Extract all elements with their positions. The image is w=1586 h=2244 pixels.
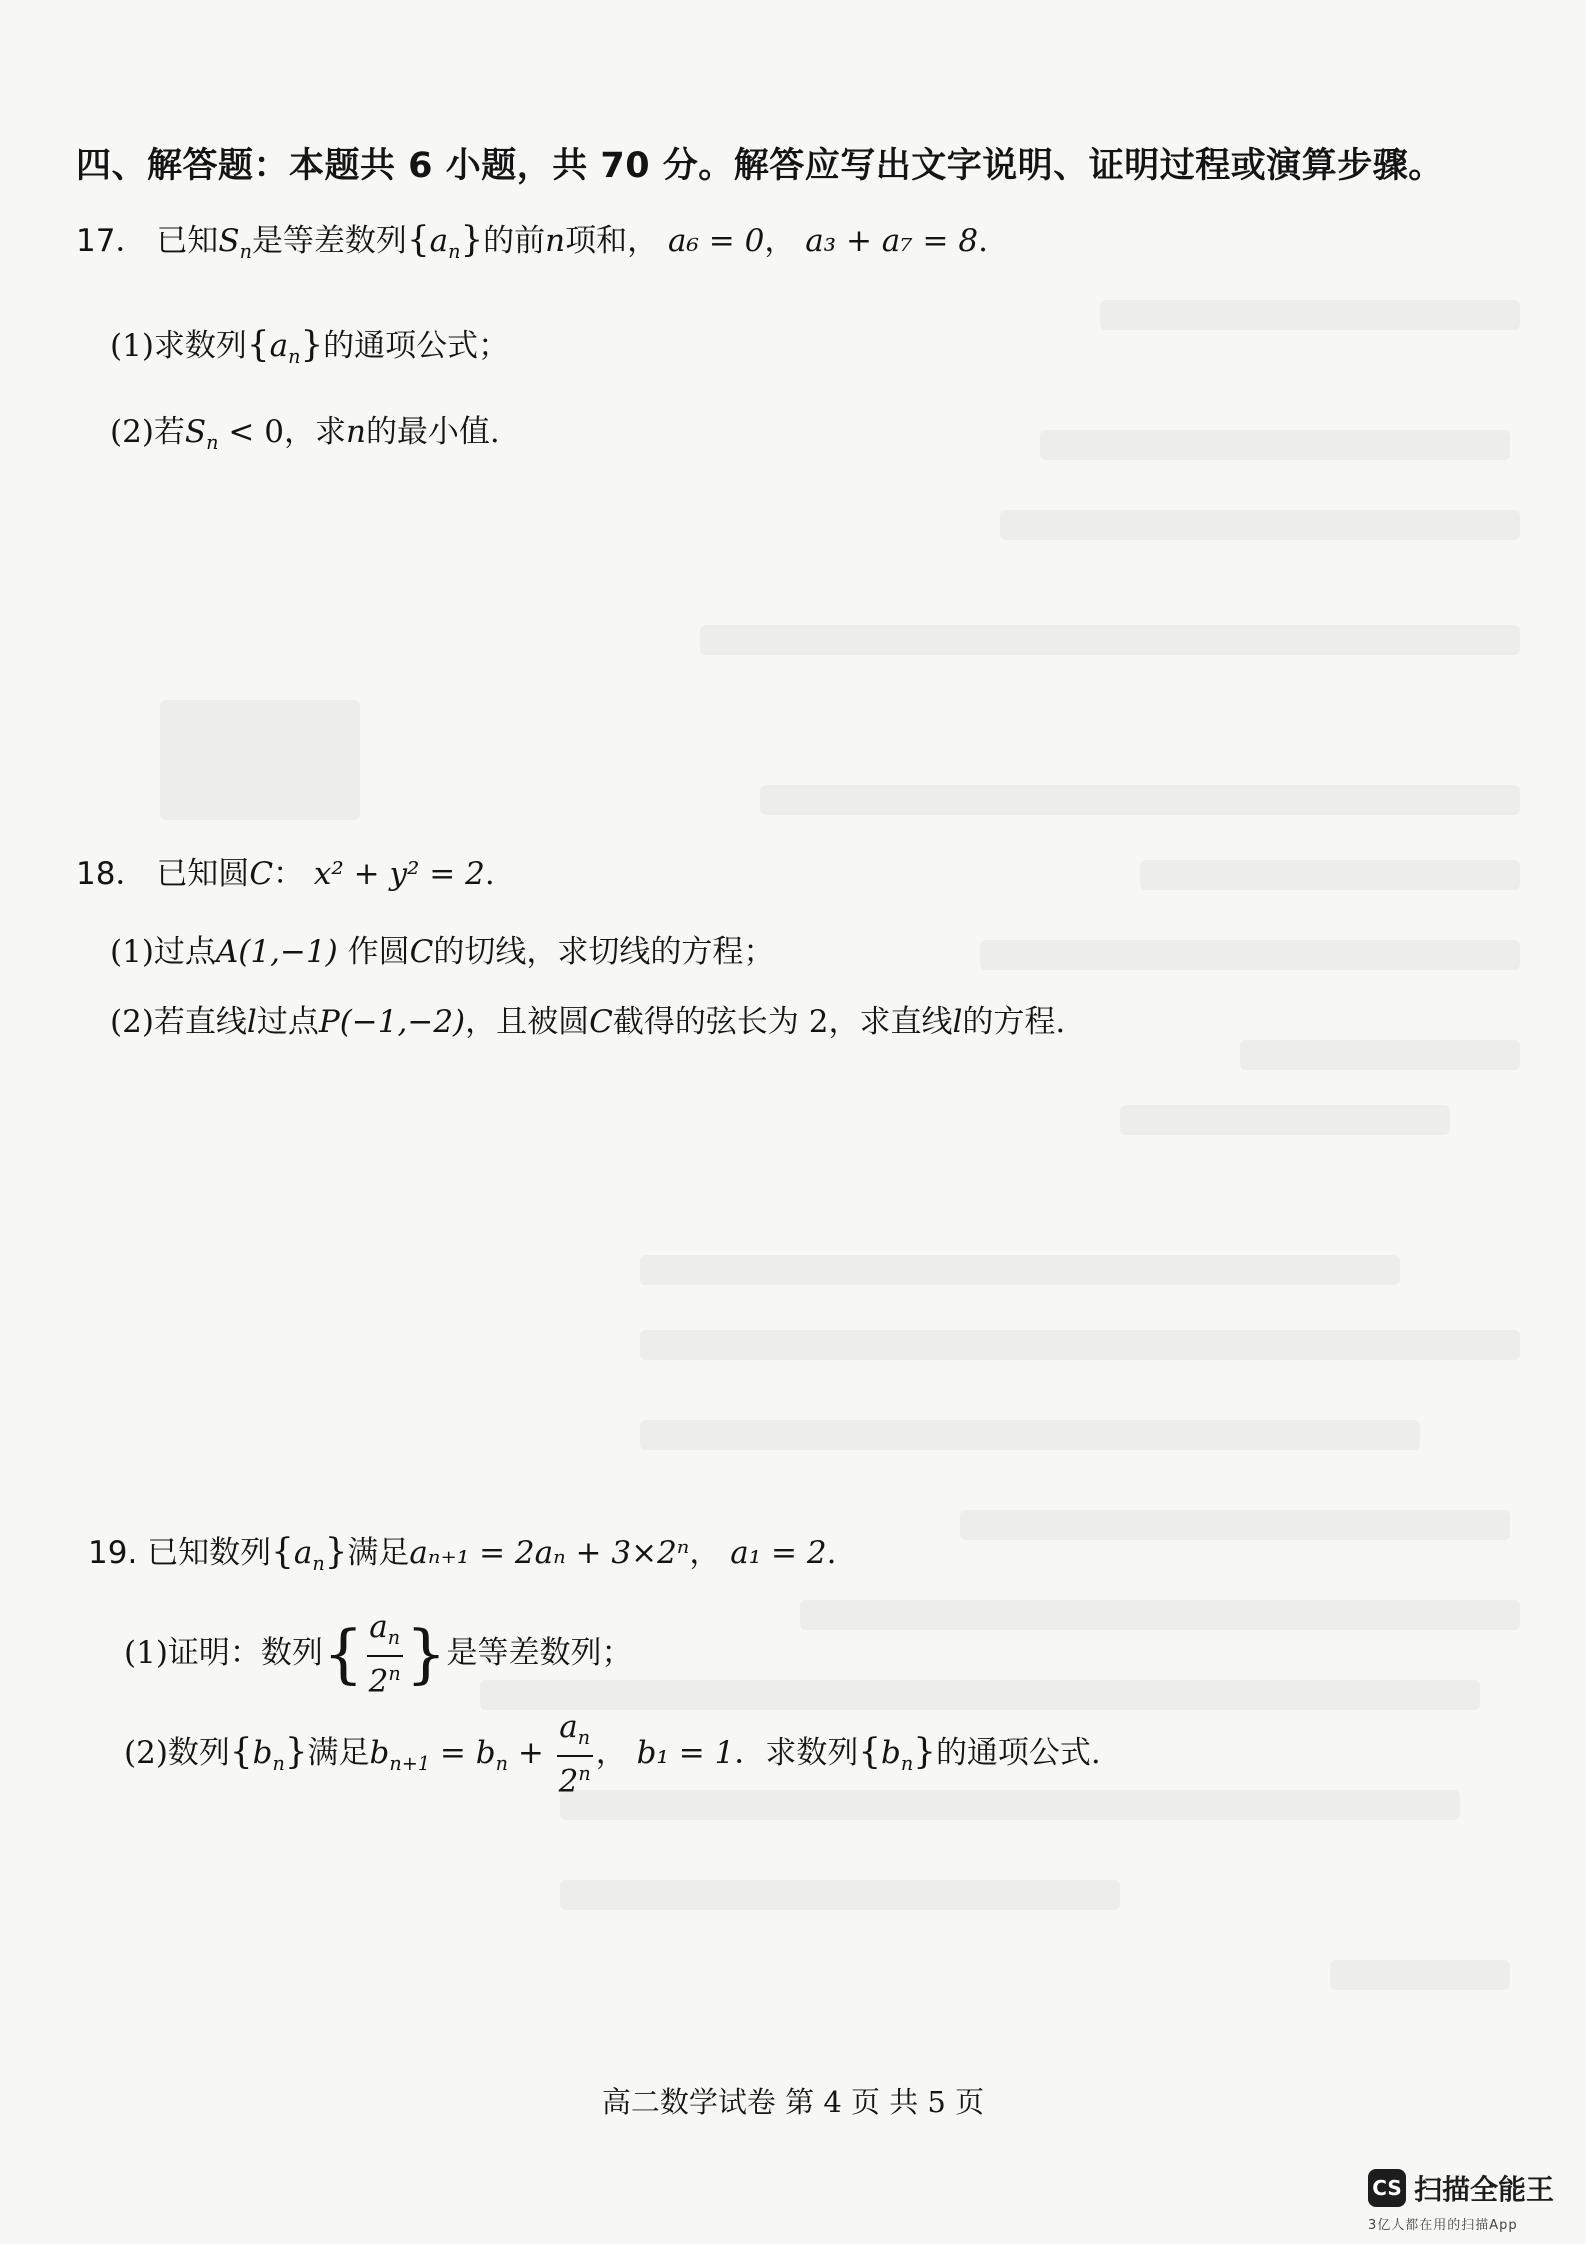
scanner-tagline: 3亿人都在用的扫描App	[1368, 2218, 1518, 2233]
q19-number: 19.	[88, 1535, 138, 1571]
q18-point-p: P(−1,−2)	[318, 1004, 466, 1040]
q19-part-1: (1)证明：数列{ $\frac{a_n}{2^n}$ }是等差数列；	[124, 1609, 633, 1700]
q17-condition-2: a₃ + a₇ = 8	[805, 223, 979, 259]
page-footer: 高二数学试卷 第 4 页 共 5 页	[601, 2085, 985, 2119]
q19-recurrence: aₙ₊₁ = 2aₙ + 3×2ⁿ	[409, 1535, 690, 1571]
q19-b-initial: b₁ = 1	[636, 1734, 735, 1771]
q17-stem: 17． 已知$S_n$是等差数列$\{a_n\}$的前n项和， a₆ = 0， a₃ + a₇ = 8.	[76, 219, 988, 264]
q17-number: 17．	[76, 223, 147, 259]
scanner-logo	[1368, 2168, 1554, 2208]
q17-condition-1: a₆ = 0	[668, 223, 765, 259]
q19-b-recurrence: $b_{n+1} = b_n$ +	[369, 1734, 554, 1775]
cs-logo-icon: CS	[1368, 2169, 1406, 2207]
section-title: 四、解答题：本题共 6 小题，共 70 分。解答应写出文字说明、证明过程或演算步骤。	[76, 146, 1444, 186]
q18-part-2: (2)若直线l过点P(−1,−2)，且被圆C截得的弦长为 2，求直线l的方程.	[110, 1004, 1066, 1040]
q17-part-1: (1)求数列$\{a_n\}$的通项公式；	[110, 324, 510, 369]
q19-initial: a₁ = 2	[730, 1535, 827, 1571]
q17-sum: $S_n$	[218, 223, 252, 264]
q18-point-a: A(1,−1)	[215, 934, 338, 970]
q19-stem: 19. 已知数列$\{a_n\}$满足aₙ₊₁ = 2aₙ + 3×2ⁿ， a₁ = 2.	[88, 1531, 837, 1576]
q17-part-2: (2)若$S_n < 0$，求n的最小值.	[110, 414, 500, 455]
q18-part-1: (1)过点A(1,−1) 作圆C的切线，求切线的方程；	[110, 934, 775, 970]
q19-fraction: $\frac{a_n}{2^n}$	[368, 1609, 401, 1700]
q19-b-fraction: $\frac{a_n}{2^n}$	[558, 1709, 591, 1800]
q18-circle-equation: x² + y² = 2	[313, 856, 485, 892]
q18-number: 18．	[76, 856, 147, 892]
scanner-app-name: 扫描全能王	[1414, 2173, 1555, 2206]
q18-stem: 18． 已知圆C： x² + y² = 2.	[76, 856, 495, 892]
q19-part-2: (2)数列$\{b_n\}$满足$b_{n+1} = b_n$ + $\frac{a_n}{2^n}$ ， b₁ = 1．求数列$\{b_n\}$的通项公式.	[124, 1709, 1101, 1800]
